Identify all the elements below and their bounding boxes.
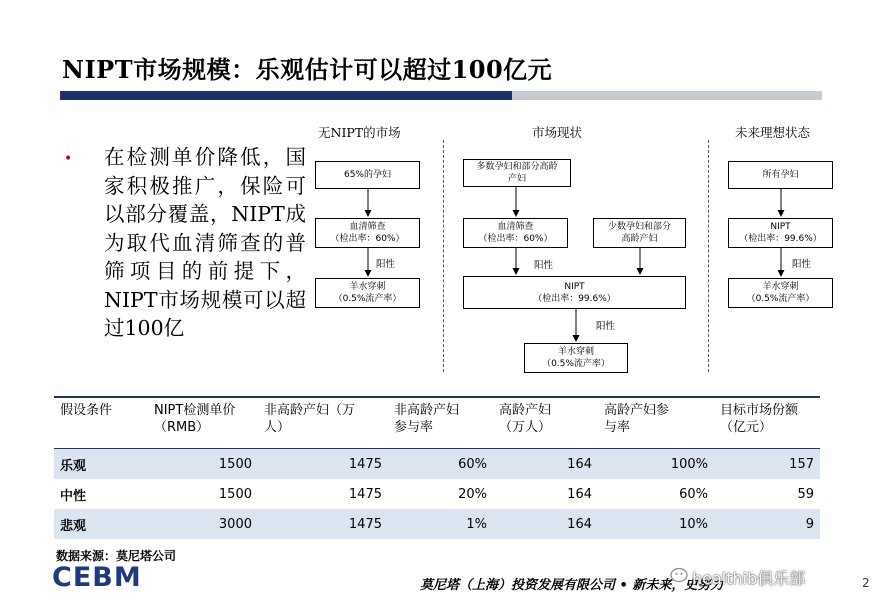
col3-box1-text: 所有孕妇 [762,170,799,180]
page-title: NIPT市场规模：乐观估计可以超过100亿元 [62,55,553,84]
bullet-text: 在检测单价降低，国家积极推广，保险可以部分覆盖，NIPT成为取代血清筛查的普筛项目的前提下，NIPT市场规模可以超过100亿 [104,145,306,340]
col2-nipt-line2: （检出率：99.6%） [533,293,616,304]
col3-box3-line2: （0.5%流产率） [746,294,815,304]
table-cell: 3000 [148,509,258,539]
col1-box3-line2: （0.5%流产率） [333,294,402,304]
market-size-table [54,396,820,539]
table-header-cell: 高龄产妇 （万人） [493,397,598,449]
table-cell: 164 [493,509,598,539]
col3-nipt-line1: NIPT [770,222,791,232]
col2-nipt-line1: NIPT [564,281,585,292]
col2-box3-line2: 高龄产妇 [621,234,658,244]
table-cell: 1475 [258,509,388,539]
watermark: healthib俱乐部 [692,569,806,588]
col1-box2-line1: 血清筛查 [349,222,386,232]
table-cell: 164 [493,449,598,480]
table-cell: 157 [714,449,820,480]
wechat-icon [670,567,690,585]
col2-box2-line1: 血清筛查 [497,222,534,232]
col3-heading: 未来理想状态 [735,125,811,140]
col1-box1-text: 65%的孕妇 [343,170,391,180]
col2-box1-line1: 多数孕妇和部分高龄 [476,162,558,172]
table-cell: 悲观 [54,509,148,539]
table-header-cell: 非高龄产妇（万 人） [258,397,388,449]
table-cell: 9 [714,509,820,539]
table-row [54,479,820,509]
col3-box3-line1: 羊水穿刺 [762,282,799,292]
table-row [54,449,820,480]
col2-box2-line2: （检出率：60%） [478,234,553,244]
table-header-cell: 高龄产妇参 与率 [598,397,714,449]
col1-box2-line2: （检出率：60%） [330,234,405,244]
table-cell: 1475 [258,449,388,480]
table-cell: 中性 [60,488,87,504]
cebm-logo: CEBM [52,562,142,593]
table-cell: 59 [797,486,814,502]
bullet-dot-icon: • [64,151,73,167]
table-cell: 60% [679,486,708,502]
col2-positive-label-1: 阳性 [534,260,554,271]
table-cell: 20% [458,486,487,502]
table-cell: 60% [388,449,493,480]
col2-box5-line1: 羊水穿刺 [557,347,594,357]
table-header-cell: 假设条件 [54,397,148,449]
table-header-cell: 非高龄产妇 参与率 [388,397,493,449]
table-cell: 164 [567,486,592,502]
col1-positive-label: 阳性 [376,259,396,270]
table-cell: 1475 [348,486,382,502]
col2-box3-line1: 少数孕妇和部分 [607,222,671,232]
footer-company: 莫尼塔（上海）投资发展有限公司 • 新未来，史努力 [420,578,724,593]
data-source: 数据来源：莫尼塔公司 [56,549,177,563]
table-header-cell: 目标市场份额 （亿元） [714,397,820,449]
table-row [54,509,820,539]
table-cell: 1500 [148,449,258,480]
table-cell: 10% [598,509,714,539]
col2-positive-label-2: 阳性 [596,321,616,332]
col2-heading: 市场现状 [532,125,583,140]
table-header-row [54,397,820,449]
col1-box3-line1: 羊水穿刺 [349,282,386,292]
col3-positive-label: 阳性 [792,259,812,270]
col2-box1-line2: 产妇 [507,174,526,184]
col1-heading: 无NIPT的市场 [318,125,401,140]
table-cell: 100% [598,449,714,480]
table-cell: 乐观 [54,449,148,480]
col3-nipt-line2: （检出率：99.6%） [739,234,822,244]
col2-box5-line2: （0.5%流产率） [542,359,610,369]
table-header-cell: NIPT检测单价 （RMB） [148,397,258,449]
page-number: 2 [862,576,870,590]
table-cell: 1500 [218,486,252,502]
table-cell: 1% [388,509,493,539]
